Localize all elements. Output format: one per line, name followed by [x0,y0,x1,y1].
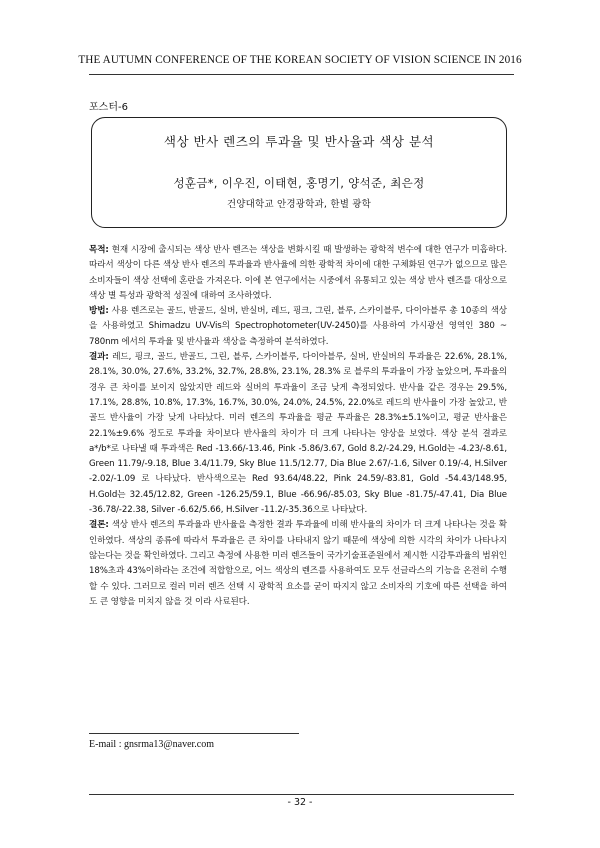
paper-title: 색상 반사 렌즈의 투과율 및 반사율과 색상 분석 [163,134,435,149]
result-label: 결과: [89,352,109,363]
abstract-conclusion [89,518,507,610]
conclusion-text: 색상 반사 렌즈의 투과율과 반사율을 측정한 결과 투과율에 비해 반사율의 차이가 더 크게 나타나는 것을 확인하였다. 색상의 종류에 따라서 투과율은 큰 차이를 나타내지 않기 때문에 색상에 의한 시각의 차이가 나타나지 않는다는 것을 확인하였다. 그리고 측정에 사용한 미러 렌즈들이 국가기술표준원에서 제시한 시감투과율의 범위인 18%초과 43%이하라는 조건에 적합함으로, 어느 색상의 렌즈를 사용하여도 모두 선글라스의 기능을 온전히 수행 할 수 있다. 그러므로 컬러 미러 렌즈 선택 시 광학적 요소를 굳이 따지지 않고 소비자의 기호에 따른 선택을 하여도 큰 영향을 미치지 않을 것 이라 사료된다. [89,520,507,607]
conference-header: THE AUTUMN CONFERENCE OF THE KOREAN SOCIETY OF VISION SCIENCE IN 2016 [78,54,522,66]
affiliation: 건양대학교 안경광학과, 한별 광학 [226,199,372,210]
result-text: 레드, 핑크, 골드, 반골드, 그린, 블루, 스카이블루, 다이아블루, 실버, 반실버의 투과율은 22.6%, 28.1%, 28.1%, 30.0%, 27.6%, 33.2%, 32.7%, 28.8%, 23.1%, 28.3% 로 블루의 투과율이 가장 높았으며, 투과율의 경우 큰 차이를 보이지 않았지만 레드와 실버의 투과율이 조금 낮게 측정되었다. 반사율 같은 경우는 29.5%, 17.1%, 28.8%, 10.8%, 17.3%, 16.7%, 30.0%, 24.0%, 24.5%, 22.0%로 레드의 반사율이 가장 높았고, 반골드 반사율이 가장 낮게 나타났다. 미러 렌즈의 투과율을 평균 투과율은 28.3%±5.1%이고, 평균 반사율은 22.1%±9.6% 정도로 투과율 차이보다 반사율의 차이가 더 크게 나타나는 양상을 보였다. 색상 분석 결과로 a*/b*로 나타낼 때 투과색은 Red -13.66/-13.46, Pink -5.86/3.67, Gold 8.2/-24.29, H.Gold는 -4.23/-8.61, Green 11.79/-9.18, Blue 3.4/11.79, Sky Blue 11.5/12.77, Dia Blue 2.67/-1.6, Silver 0.19/-4, H.Silver -2.02/-1.09 로 나타났다. 반사색으로는 Red 93.64/48.22, Pink 24.59/-83.81, Gold -54.43/148.95, H.Gold는 32.45/12.82, Green -126.25/59.1, Blue -66.96/-85.03, Sky Blue -81.75/-47.41, Dia Blue -36.78/-22.38, Silver -6.62/5.66, H.Silver -11.2/-35.36으로 나타났다. [89,352,507,516]
purpose-label: 목적: [89,245,109,255]
author-list: 성훈금*, 이우진, 이태현, 홍명기, 양석준, 최은정 [173,176,425,190]
conclusion-label: 결론: [89,520,109,531]
abstract-purpose [89,243,507,304]
footnote-divider [89,733,299,734]
abstract-method [89,304,507,350]
title-box [91,117,507,228]
page-number: - 32 - [287,797,313,808]
footer-divider [89,794,514,795]
poster-number: 포스터-6 [89,102,128,113]
author-email: E-mail : gnsrma13@naver.com [89,739,215,750]
method-text: 사용 렌즈로는 골드, 반골드, 실버, 반실버, 레드, 핑크, 그린, 블루, 스카이블루, 다이아블루 총 10종의 색상을 사용하였고 Shimadzu UV-Vis의 Spectrophotometer(UV-2450)를 사용하여 가시광선 영역인 380 ~ 780nm 에서의 투과율 및 반사율과 색상을 측정하여 분석하였다. [89,306,507,347]
purpose-text: 현재 시장에 출시되는 색상 반사 렌즈는 색상을 변화시킬 때 발생하는 광학적 변수에 대한 연구가 미흡하다. 따라서 색상이 다른 색상 반사 렌즈의 투과율과 반사율에 의한 광학적 차이에 대한 구체화된 연구가 없으므로 많은 소비자들이 색상 선택에 혼란을 가져온다. 이에 본 연구에서는 시중에서 유통되고 있는 색상 반사 렌즈를 대상으로 색상 별 특성과 광학적 성질에 대하여 조사하였다. [89,245,507,301]
abstract-result [89,350,507,518]
method-label: 방법: [89,306,109,317]
header-divider [89,74,514,75]
abstract-body [89,243,507,610]
